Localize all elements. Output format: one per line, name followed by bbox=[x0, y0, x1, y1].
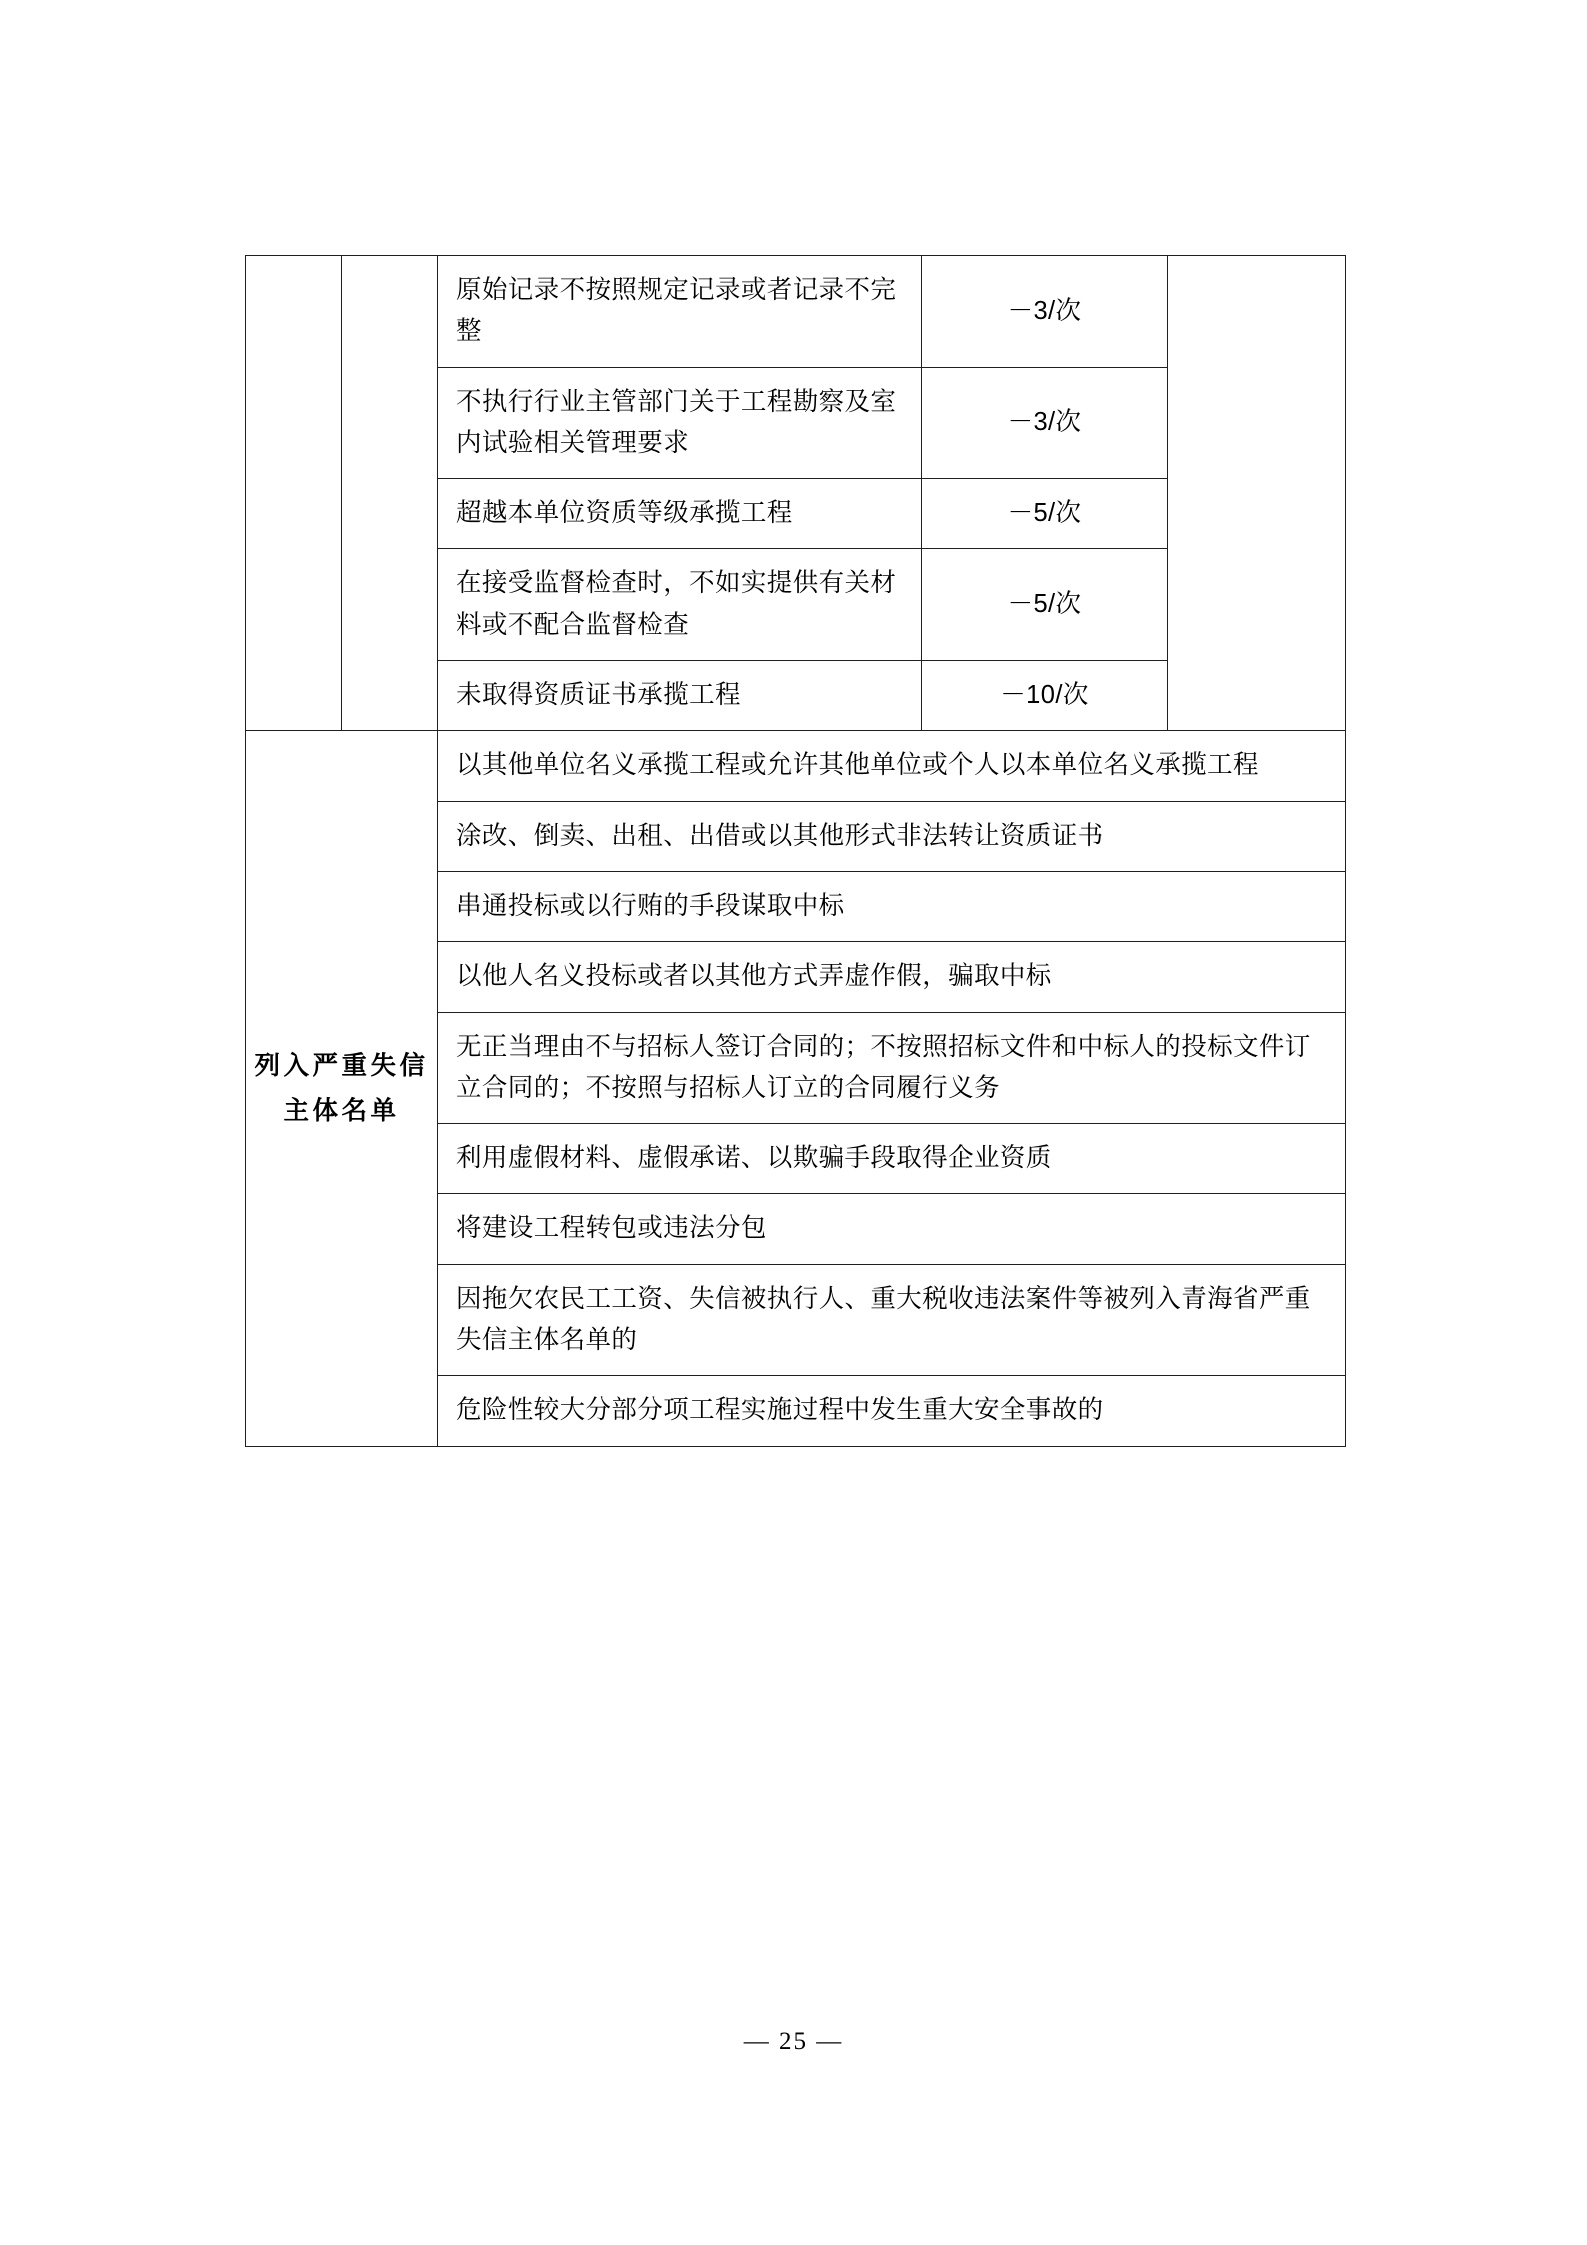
cell-item bbox=[438, 479, 922, 549]
cell-subcategory-continued bbox=[342, 256, 438, 731]
cell-score bbox=[922, 661, 1168, 731]
item-text: 串通投标或以行贿的手段谋取中标 bbox=[456, 891, 845, 920]
item-text: 不执行行业主管部门关于工程勘察及室内试验相关管理要求 bbox=[456, 387, 897, 457]
cell-category-continued bbox=[246, 256, 342, 731]
cell-item bbox=[438, 256, 922, 368]
penalty-table bbox=[245, 255, 1346, 1447]
page-number: — 25 — bbox=[743, 2028, 844, 2055]
cell-score bbox=[922, 479, 1168, 549]
section-label-text: 列入严重失信主体名单 bbox=[254, 1051, 429, 1125]
table-row bbox=[246, 731, 1346, 801]
cell-remark-continued bbox=[1168, 256, 1346, 731]
item-text: 无正当理由不与招标人签订合同的；不按照招标文件和中标人的投标文件订立合同的；不按照与招标人订立的合同履行义务 bbox=[456, 1032, 1311, 1102]
cell-item bbox=[438, 942, 1346, 1012]
item-text: 原始记录不按照规定记录或者记录不完整 bbox=[456, 276, 897, 346]
item-text: 以其他单位名义承揽工程或允许其他单位或个人以本单位名义承揽工程 bbox=[456, 751, 1259, 780]
item-text: 利用虚假材料、虚假承诺、以欺骗手段取得企业资质 bbox=[456, 1144, 1052, 1173]
cell-item bbox=[438, 871, 1346, 941]
table-row bbox=[246, 256, 1346, 368]
score-text: －3/次 bbox=[1007, 296, 1082, 325]
item-text: 危险性较大分部分项工程实施过程中发生重大安全事故的 bbox=[456, 1396, 1104, 1425]
item-text: 未取得资质证书承揽工程 bbox=[456, 681, 741, 710]
penalty-table-container bbox=[245, 255, 1345, 1447]
score-text: －5/次 bbox=[1007, 499, 1082, 528]
cell-item bbox=[438, 1012, 1346, 1124]
cell-score bbox=[922, 367, 1168, 479]
item-text: 涂改、倒卖、出租、出借或以其他形式非法转让资质证书 bbox=[456, 821, 1104, 850]
score-text: －3/次 bbox=[1007, 408, 1082, 437]
cell-score bbox=[922, 256, 1168, 368]
cell-item bbox=[438, 1194, 1346, 1264]
cell-item bbox=[438, 1376, 1346, 1446]
item-text: 将建设工程转包或违法分包 bbox=[456, 1214, 767, 1243]
cell-item bbox=[438, 1124, 1346, 1194]
cell-item bbox=[438, 367, 922, 479]
cell-item bbox=[438, 801, 1346, 871]
cell-item bbox=[438, 1264, 1346, 1376]
item-text: 在接受监督检查时，不如实提供有关材料或不配合监督检查 bbox=[456, 569, 897, 639]
item-text: 因拖欠农民工工资、失信被执行人、重大税收违法案件等被列入青海省严重失信主体名单的 bbox=[456, 1284, 1311, 1355]
cell-item bbox=[438, 731, 1346, 801]
score-text: －10/次 bbox=[1000, 681, 1089, 710]
cell-item bbox=[438, 549, 922, 661]
cell-section-label bbox=[246, 731, 438, 1446]
score-text: －5/次 bbox=[1007, 590, 1082, 619]
item-text: 超越本单位资质等级承揽工程 bbox=[456, 499, 793, 528]
cell-item bbox=[438, 661, 922, 731]
item-text: 以他人名义投标或者以其他方式弄虚作假，骗取中标 bbox=[456, 962, 1052, 991]
cell-score bbox=[922, 549, 1168, 661]
